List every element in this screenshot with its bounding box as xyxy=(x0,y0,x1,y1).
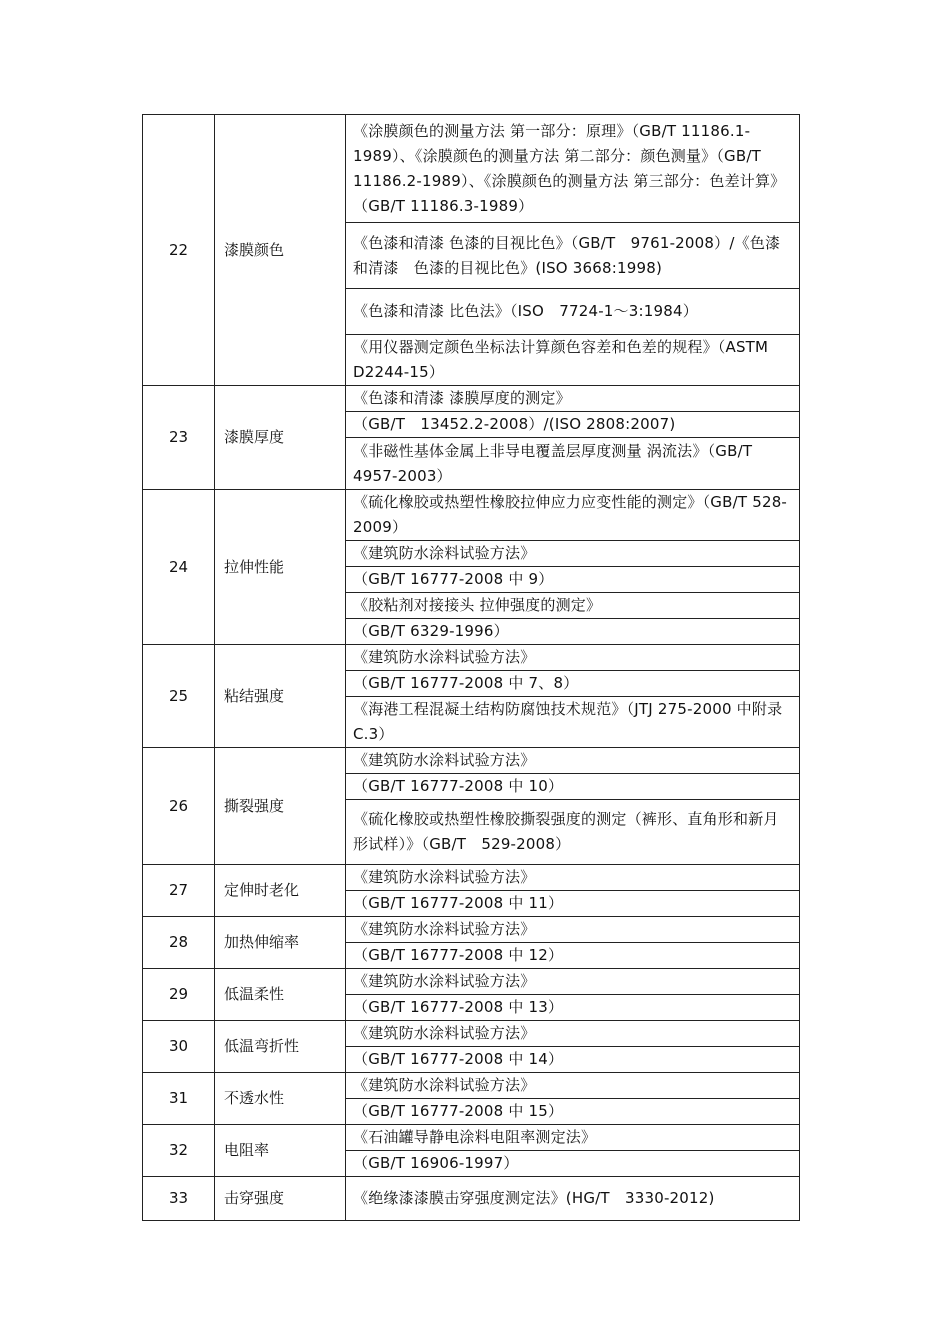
standard-reference: （GB/T 13452.2-2008）/(ISO 2808:2007) xyxy=(346,412,800,438)
standard-reference: （GB/T 16777-2008 中 11） xyxy=(346,891,800,917)
row-number: 29 xyxy=(143,969,215,1021)
standard-reference: 《色漆和清漆 色漆的目视比色》（GB/T 9761-2008）/《色漆和清漆 色漆的目视比色》(ISO 3668:1998) xyxy=(346,223,800,289)
standard-reference: 《非磁性基体金属上非导电覆盖层厚度测量 涡流法》（GB/T 4957-2003） xyxy=(346,438,800,490)
standard-reference: （GB/T 16777-2008 中 13） xyxy=(346,995,800,1021)
standard-reference: 《建筑防水涂料试验方法》 xyxy=(346,865,800,891)
standard-reference: （GB/T 6329-1996） xyxy=(346,619,800,645)
standard-reference: 《建筑防水涂料试验方法》 xyxy=(346,1073,800,1099)
row-number: 27 xyxy=(143,865,215,917)
standard-reference: 《建筑防水涂料试验方法》 xyxy=(346,1021,800,1047)
table-row xyxy=(143,1177,800,1221)
row-number: 25 xyxy=(143,645,215,748)
test-item: 低温柔性 xyxy=(215,969,346,1021)
table-row xyxy=(143,490,800,541)
standards-table-body xyxy=(143,115,800,1221)
test-item: 定伸时老化 xyxy=(215,865,346,917)
test-item: 加热伸缩率 xyxy=(215,917,346,969)
standard-reference: （GB/T 16906-1997） xyxy=(346,1151,800,1177)
row-number: 24 xyxy=(143,490,215,645)
test-item: 撕裂强度 xyxy=(215,748,346,865)
standard-reference: （GB/T 16777-2008 中 7、8） xyxy=(346,671,800,697)
table-row xyxy=(143,386,800,412)
standard-reference: 《海港工程混凝土结构防腐蚀技术规范》（JTJ 275-2000 中附录 C.3） xyxy=(346,697,800,748)
standard-reference: 《色漆和清漆 漆膜厚度的测定》 xyxy=(346,386,800,412)
test-item: 低温弯折性 xyxy=(215,1021,346,1073)
row-number: 26 xyxy=(143,748,215,865)
standard-reference: 《建筑防水涂料试验方法》 xyxy=(346,748,800,774)
test-item: 漆膜厚度 xyxy=(215,386,346,490)
test-item: 击穿强度 xyxy=(215,1177,346,1221)
table-row xyxy=(143,865,800,891)
standard-reference: （GB/T 16777-2008 中 14） xyxy=(346,1047,800,1073)
standard-reference: 《石油罐导静电涂料电阻率测定法》 xyxy=(346,1125,800,1151)
standard-reference: 《建筑防水涂料试验方法》 xyxy=(346,541,800,567)
table-row xyxy=(143,115,800,223)
standard-reference: 《涂膜颜色的测量方法 第一部分：原理》（GB/T 11186.1-1989）、《涂膜颜色的测量方法 第二部分：颜色测量》（GB/T 11186.2-1989）、《涂膜颜色的测量方法 第三部分：色差计算》（GB/T 11186.3-1989） xyxy=(346,115,800,223)
row-number: 23 xyxy=(143,386,215,490)
row-number: 33 xyxy=(143,1177,215,1221)
standard-reference: 《用仪器测定颜色坐标法计算颜色容差和色差的规程》（ASTM D2244-15） xyxy=(346,335,800,386)
row-number: 30 xyxy=(143,1021,215,1073)
standard-reference: 《色漆和清漆 比色法》（ISO 7724-1～3:1984） xyxy=(346,289,800,335)
standard-reference: 《建筑防水涂料试验方法》 xyxy=(346,969,800,995)
standards-table xyxy=(142,114,800,1221)
test-item: 拉伸性能 xyxy=(215,490,346,645)
standard-reference: 《绝缘漆漆膜击穿强度测定法》(HG/T 3330-2012) xyxy=(346,1177,800,1221)
table-row xyxy=(143,917,800,943)
table-row xyxy=(143,1073,800,1099)
standard-reference: 《胶粘剂对接接头 拉伸强度的测定》 xyxy=(346,593,800,619)
table-row xyxy=(143,1125,800,1151)
row-number: 28 xyxy=(143,917,215,969)
table-row xyxy=(143,1021,800,1047)
standard-reference: （GB/T 16777-2008 中 10） xyxy=(346,774,800,800)
row-number: 22 xyxy=(143,115,215,386)
standard-reference: 《硫化橡胶或热塑性橡胶撕裂强度的测定（裤形、直角形和新月形试样）》（GB/T 529-2008） xyxy=(346,800,800,865)
standard-reference: （GB/T 16777-2008 中 15） xyxy=(346,1099,800,1125)
row-number: 32 xyxy=(143,1125,215,1177)
standard-reference: 《建筑防水涂料试验方法》 xyxy=(346,917,800,943)
standard-reference: 《硫化橡胶或热塑性橡胶拉伸应力应变性能的测定》（GB/T 528-2009） xyxy=(346,490,800,541)
table-row xyxy=(143,969,800,995)
test-item: 电阻率 xyxy=(215,1125,346,1177)
table-row xyxy=(143,748,800,774)
table-row xyxy=(143,645,800,671)
test-item: 不透水性 xyxy=(215,1073,346,1125)
standard-reference: （GB/T 16777-2008 中 12） xyxy=(346,943,800,969)
standard-reference: 《建筑防水涂料试验方法》 xyxy=(346,645,800,671)
standard-reference: （GB/T 16777-2008 中 9） xyxy=(346,567,800,593)
row-number: 31 xyxy=(143,1073,215,1125)
test-item: 漆膜颜色 xyxy=(215,115,346,386)
test-item: 粘结强度 xyxy=(215,645,346,748)
